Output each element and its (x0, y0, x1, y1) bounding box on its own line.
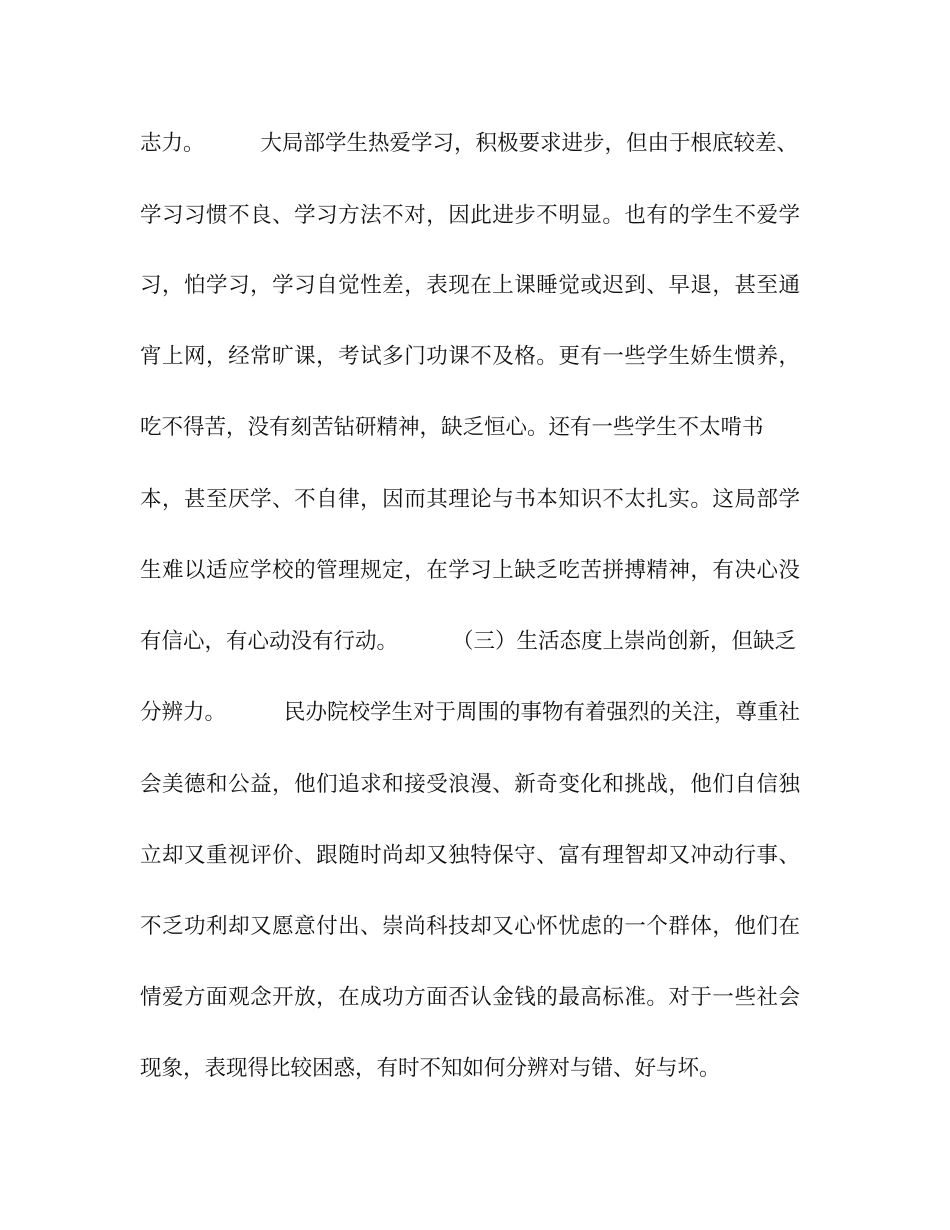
text-segment: 大局部学生热爱学习，积极要求进步，但由于根底较差、 (260, 131, 799, 156)
text-line: 吃不得苦，没有刻苦钻研精神，缺乏恒心。还有一些学生不太啃书 (140, 415, 764, 440)
text-line: 不乏功利却又愿意付出、崇尚科技却又心怀忧虑的一个群体，他们在 (140, 914, 800, 939)
text-line: 学习习惯不良、学习方法不对，因此进步不明显。也有的学生不爱学 (140, 203, 800, 228)
text-line: 现象，表现得比较困惑，有时不知如何分辨对与错、好与坏。 (140, 1056, 721, 1081)
text-segment: 民办院校学生对于周围的事物有着强烈的关注，尊重社 (284, 700, 801, 725)
text-line: 习，怕学习，学习自觉性差，表现在上课睡觉或迟到、早退，甚至通 (140, 273, 800, 298)
text-line: 生难以适应学校的管理规定，在学习上缺乏吃苦拼搏精神，有决心没 (140, 558, 800, 583)
text-line: 立却又重视评价、跟随时尚却又独特保守、富有理智却又冲动行事、 (140, 843, 800, 868)
text-line: 宵上网，经常旷课，考试多门功课不及格。更有一些学生娇生惯养， (140, 344, 800, 369)
text-segment: 有信心，有心动没有行动。 (140, 629, 399, 654)
text-segment: 志力。 (140, 131, 205, 156)
text-segment: （三）生活态度上崇尚创新，但缺乏 (452, 629, 797, 654)
text-line (140, 128, 800, 160)
text-line (140, 626, 800, 658)
text-line: 情爱方面观念开放，在成功方面否认金钱的最高标准。对于一些社会 (140, 985, 800, 1010)
text-line: 会美德和公益，他们追求和接受浪漫、新奇变化和挑战，他们自信独 (140, 772, 800, 797)
text-segment: 分辨力。 (140, 700, 227, 725)
text-line (140, 697, 800, 729)
text-line: 本，甚至厌学、不自律，因而其理论与书本知识不太扎实。这局部学 (140, 487, 800, 512)
